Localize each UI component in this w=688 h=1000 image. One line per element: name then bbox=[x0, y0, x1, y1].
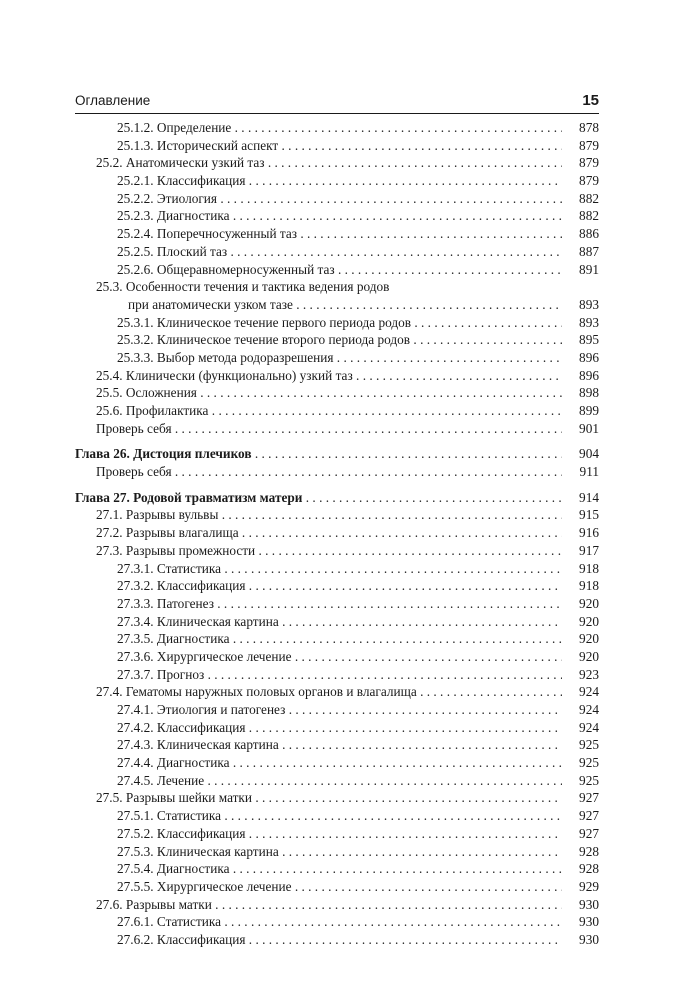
toc-entry-page: 927 bbox=[562, 789, 599, 807]
toc-entry-label: Глава 27. Родовой травматизм матери bbox=[75, 489, 303, 505]
toc-entry-label: 25.2.4. Поперечносуженный таз bbox=[117, 226, 298, 242]
toc-entry-text bbox=[117, 137, 599, 155]
toc-entry[interactable] bbox=[0, 542, 688, 560]
toc-entry[interactable] bbox=[0, 683, 688, 701]
toc-entry[interactable] bbox=[0, 648, 688, 666]
toc-entry-text bbox=[117, 719, 599, 737]
toc-entry-text bbox=[117, 825, 599, 843]
toc-entry[interactable] bbox=[0, 825, 688, 843]
toc-entry-text bbox=[117, 772, 599, 790]
toc-entry-label: 27.3.7. Прогноз bbox=[117, 666, 205, 682]
toc-entry-label: 27.4.5. Лечение bbox=[117, 772, 205, 788]
toc-entry-page: 924 bbox=[562, 719, 599, 737]
toc-entry-page: 915 bbox=[562, 506, 599, 524]
toc-entry[interactable] bbox=[0, 261, 688, 279]
toc-entry-text bbox=[96, 384, 599, 402]
toc-entry[interactable] bbox=[0, 137, 688, 155]
toc-entry[interactable] bbox=[0, 154, 688, 172]
toc-entry-text bbox=[96, 896, 599, 914]
toc-entry-page: 904 bbox=[562, 445, 599, 463]
toc-entry-label: 25.2. Анатомически узкий таз bbox=[96, 155, 265, 171]
toc-entry-page: 925 bbox=[562, 736, 599, 754]
toc-entry-label: 27.4.3. Клиническая картина bbox=[117, 737, 279, 753]
toc-entry-text bbox=[117, 613, 599, 631]
toc-entry[interactable] bbox=[0, 772, 688, 790]
toc-entry-text bbox=[117, 860, 599, 878]
toc-entry-text bbox=[117, 314, 599, 332]
toc-entry[interactable] bbox=[0, 560, 688, 578]
toc-entry-page: 920 bbox=[562, 613, 599, 631]
toc-entry[interactable] bbox=[0, 843, 688, 861]
toc-entry[interactable] bbox=[0, 630, 688, 648]
toc-entry-page: 920 bbox=[562, 595, 599, 613]
toc-entry-label: 25.2.1. Классификация bbox=[117, 173, 246, 189]
toc-entry-page: 924 bbox=[562, 701, 599, 719]
toc-entry-label: 27.3.5. Диагностика bbox=[117, 631, 230, 647]
toc-entry-page: 927 bbox=[562, 807, 599, 825]
header-rule bbox=[75, 113, 599, 114]
toc-entry-label: 25.1.2. Определение bbox=[117, 120, 232, 135]
toc-entry[interactable] bbox=[0, 860, 688, 878]
running-header-title: Оглавление bbox=[75, 93, 151, 108]
toc-entry-page: 916 bbox=[562, 524, 599, 542]
toc-entry-page: 930 bbox=[562, 913, 599, 931]
toc-entry-text bbox=[117, 736, 599, 754]
toc-entry-page: 918 bbox=[562, 577, 599, 595]
toc-entry-label: 27.3.1. Статистика bbox=[117, 560, 222, 576]
toc-entry[interactable] bbox=[0, 595, 688, 613]
page-number: 15 bbox=[582, 92, 599, 109]
toc-entry-label: 27.4.2. Классификация bbox=[117, 719, 246, 735]
toc-entry-label: 27.5.5. Хирургическое лечение bbox=[117, 878, 292, 894]
toc-entry-page: 911 bbox=[562, 463, 599, 481]
toc-entry-page: 882 bbox=[562, 190, 599, 208]
toc-entry-page: 930 bbox=[562, 931, 599, 949]
toc-entry[interactable] bbox=[0, 524, 688, 542]
toc-entry-text bbox=[117, 878, 599, 896]
toc-entry-page: 891 bbox=[562, 261, 599, 279]
toc-entry-label: 25.3.2. Клиническое течение второго периода родов bbox=[117, 332, 411, 348]
toc-entry-label: 27.6.2. Классификация bbox=[117, 931, 246, 947]
toc-entry-text bbox=[117, 207, 599, 225]
toc-entry[interactable] bbox=[0, 913, 688, 931]
toc-entry-label: 25.3.1. Клиническое течение первого периода родов bbox=[117, 314, 412, 330]
toc-entry-text bbox=[117, 225, 599, 243]
toc-entry[interactable] bbox=[0, 445, 688, 463]
toc-entry[interactable] bbox=[0, 225, 688, 243]
toc-entry-label: 27.5. Разрывы шейки матки bbox=[96, 790, 253, 806]
toc-entry-text bbox=[96, 542, 599, 560]
toc-entry-label: Проверь себя bbox=[96, 464, 172, 480]
toc-entry[interactable] bbox=[0, 463, 688, 481]
toc-entry-label: 27.4.1. Этиология и патогенез bbox=[117, 702, 286, 717]
toc-entry-page: 920 bbox=[562, 630, 599, 648]
toc-entry-page: 927 bbox=[562, 825, 599, 843]
toc-entry-label: 27.3. Разрывы промежности bbox=[96, 542, 256, 558]
toc-entry[interactable] bbox=[0, 666, 688, 684]
toc-entry[interactable] bbox=[0, 420, 688, 438]
toc-entry-page: 879 bbox=[562, 154, 599, 172]
toc-entry-text bbox=[96, 154, 599, 172]
toc-entry-label: Проверь себя bbox=[96, 420, 172, 436]
toc-entry-label: 27.4. Гематомы наружных половых органов и влагалища bbox=[96, 684, 417, 700]
toc-entry-text bbox=[96, 278, 599, 296]
toc-entry-page: 925 bbox=[562, 772, 599, 790]
toc-entry-text bbox=[117, 843, 599, 861]
toc-entry-label: 27.5.1. Статистика bbox=[117, 808, 222, 824]
running-header bbox=[75, 92, 599, 110]
toc-entry-label: 27.2. Разрывы влагалища bbox=[96, 525, 239, 541]
toc-entry-label: Глава 26. Дистоция плечиков bbox=[75, 446, 252, 462]
toc-entry-text bbox=[117, 595, 599, 613]
toc-entry-page: 928 bbox=[562, 860, 599, 878]
toc-entry-page: 895 bbox=[562, 331, 599, 349]
toc-entry-page: 893 bbox=[562, 314, 599, 332]
toc-entry-page: 925 bbox=[562, 754, 599, 772]
toc-entry[interactable] bbox=[0, 878, 688, 896]
toc-entry-text bbox=[117, 754, 599, 772]
toc-entry-label: 27.1. Разрывы вульвы bbox=[96, 507, 219, 523]
toc-entry[interactable] bbox=[0, 789, 688, 807]
toc-entry[interactable] bbox=[0, 736, 688, 754]
toc-entry-text bbox=[117, 807, 599, 825]
toc-entry-page: 917 bbox=[562, 542, 599, 560]
toc-entry-page: 882 bbox=[562, 207, 599, 225]
toc-entry-page: 928 bbox=[562, 843, 599, 861]
toc-entry[interactable] bbox=[0, 506, 688, 524]
toc-entry[interactable] bbox=[0, 807, 688, 825]
toc-entry-page: 879 bbox=[562, 137, 599, 155]
toc-entry-label: 25.3.3. Выбор метода родоразрешения bbox=[117, 349, 334, 365]
toc-entry-text bbox=[117, 701, 599, 719]
toc-entry-text bbox=[117, 243, 599, 261]
toc-entry-page: 898 bbox=[562, 384, 599, 402]
toc-entry-text bbox=[117, 577, 599, 595]
toc-entry[interactable] bbox=[0, 931, 688, 949]
toc-entry-label: 25.4. Клинически (функционально) узкий таз bbox=[96, 367, 353, 383]
toc-entry-label: 27.6. Разрывы матки bbox=[96, 896, 212, 912]
toc-entry-page: 899 bbox=[562, 402, 599, 420]
toc-entry-label: 25.2.5. Плоский таз bbox=[117, 243, 228, 259]
toc-entry[interactable] bbox=[0, 384, 688, 402]
toc-entry-label: 27.5.2. Классификация bbox=[117, 825, 246, 841]
toc-entry-page: 879 bbox=[562, 172, 599, 190]
toc-entry-label: 27.3.2. Классификация bbox=[117, 578, 246, 594]
toc-entry-text bbox=[117, 172, 599, 190]
toc-entry-label: 25.2.3. Диагностика bbox=[117, 208, 230, 224]
toc-entry-text bbox=[128, 296, 599, 314]
toc-entry-text bbox=[117, 261, 599, 279]
toc-entry-text bbox=[117, 119, 599, 137]
toc-entry[interactable] bbox=[0, 719, 688, 737]
toc-entry-text bbox=[117, 331, 599, 349]
toc-entry-text bbox=[117, 190, 599, 208]
toc-entry-page: 929 bbox=[562, 878, 599, 896]
toc-entry-page: 924 bbox=[562, 683, 599, 701]
toc-entry[interactable] bbox=[0, 367, 688, 385]
toc-entry-page: 886 bbox=[562, 225, 599, 243]
toc-entry-page: 878 bbox=[562, 119, 599, 137]
toc-entry-text bbox=[117, 630, 599, 648]
toc-entry-text bbox=[117, 931, 599, 949]
toc-entry-text bbox=[117, 560, 599, 578]
toc-entry-text bbox=[96, 463, 599, 481]
toc-entry-text bbox=[117, 349, 599, 367]
toc-entry-label: при анатомически узком тазе bbox=[128, 296, 293, 312]
toc-entry[interactable] bbox=[0, 754, 688, 772]
toc-entry[interactable] bbox=[0, 190, 688, 208]
toc-entry-label: 25.6. Профилактика bbox=[96, 403, 209, 418]
toc-entry[interactable] bbox=[0, 296, 688, 314]
toc-entry-page: 901 bbox=[562, 420, 599, 438]
toc-entry-text bbox=[96, 420, 599, 438]
toc-entry[interactable] bbox=[0, 243, 688, 261]
toc-entry-page: 896 bbox=[562, 367, 599, 385]
toc-entry-label: 27.5.3. Клиническая картина bbox=[117, 843, 279, 859]
toc-entry-label: 25.3. Особенности течения и тактика ведения родов bbox=[96, 279, 390, 295]
toc-entry[interactable] bbox=[0, 172, 688, 190]
toc-entry-page: 914 bbox=[562, 489, 599, 507]
toc-entry[interactable] bbox=[0, 701, 688, 719]
toc-entry-text bbox=[96, 506, 599, 524]
toc-entry-label: 25.5. Осложнения bbox=[96, 385, 197, 401]
toc-entry-label: 25.1.3. Исторический аспект bbox=[117, 137, 279, 153]
toc-entry-page: 920 bbox=[562, 648, 599, 666]
toc-entry-page: 893 bbox=[562, 296, 599, 314]
toc-entry[interactable] bbox=[0, 207, 688, 225]
toc-entry-label: 27.3.6. Хирургическое лечение bbox=[117, 648, 292, 664]
toc-entry[interactable] bbox=[0, 577, 688, 595]
toc-entry[interactable] bbox=[0, 119, 688, 137]
toc-entry[interactable] bbox=[0, 349, 688, 367]
toc-entry[interactable] bbox=[0, 896, 688, 914]
toc-entry-text bbox=[75, 489, 599, 507]
toc-entry-label: 27.6.1. Статистика bbox=[117, 914, 222, 930]
toc-entry-text bbox=[75, 445, 599, 463]
toc-entry-label: 27.5.4. Диагностика bbox=[117, 861, 230, 877]
table-of-contents bbox=[0, 119, 688, 949]
toc-entry-page: 923 bbox=[562, 666, 599, 684]
toc-entry-text bbox=[96, 789, 599, 807]
toc-entry[interactable] bbox=[0, 331, 688, 349]
toc-entry[interactable] bbox=[0, 278, 688, 296]
toc-entry-label: 27.3.3. Патогенез bbox=[117, 595, 214, 611]
toc-entry-label: 27.3.4. Клиническая картина bbox=[117, 613, 279, 629]
toc-entry-text bbox=[96, 683, 599, 701]
toc-entry-label: 25.2.2. Этиология bbox=[117, 190, 218, 206]
toc-entry-text bbox=[96, 402, 599, 420]
toc-entry-text bbox=[117, 648, 599, 666]
toc-entry-label: 25.2.6. Общеравномерносуженный таз bbox=[117, 261, 335, 277]
toc-entry-page: 918 bbox=[562, 560, 599, 578]
toc-entry-page: 896 bbox=[562, 349, 599, 367]
toc-entry-page: 930 bbox=[562, 896, 599, 914]
toc-entry-label: 27.4.4. Диагностика bbox=[117, 755, 230, 771]
toc-entry-text bbox=[117, 666, 599, 684]
toc-entry-page: 887 bbox=[562, 243, 599, 261]
toc-entry[interactable] bbox=[0, 613, 688, 631]
toc-entry[interactable] bbox=[0, 402, 688, 420]
toc-entry[interactable] bbox=[0, 314, 688, 332]
toc-entry-text bbox=[96, 524, 599, 542]
toc-entry[interactable] bbox=[0, 489, 688, 507]
toc-entry-text bbox=[117, 913, 599, 931]
toc-entry-text bbox=[96, 367, 599, 385]
